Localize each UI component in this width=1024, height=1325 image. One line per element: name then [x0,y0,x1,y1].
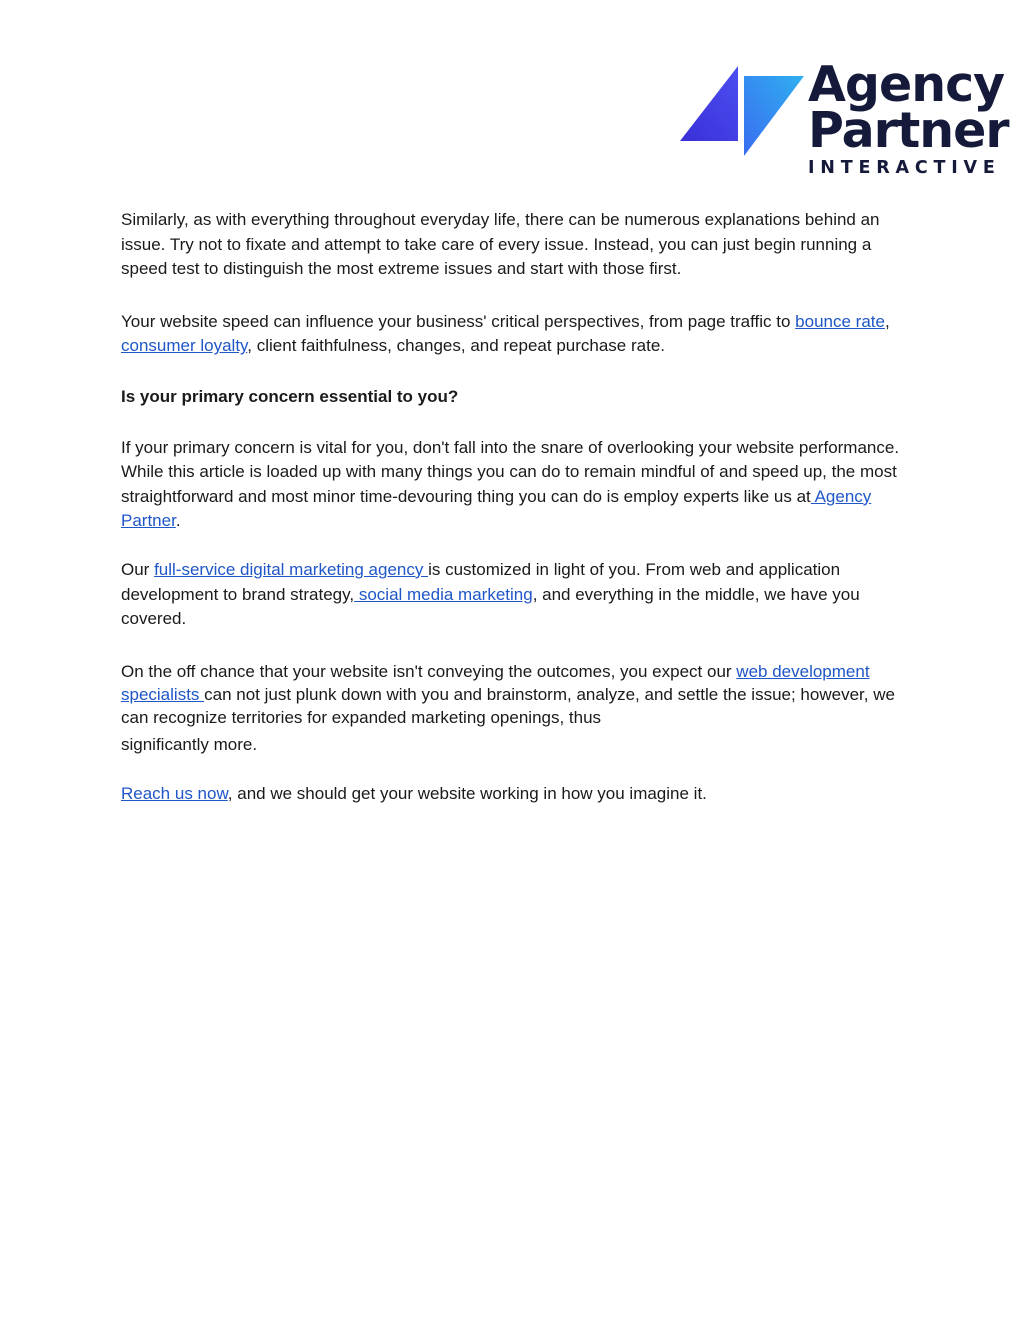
paragraph-full-service [121,558,901,632]
text-segment: , and everything in the middle, we have you covered. [121,584,860,629]
text-segment: On the off chance that your website isn't conveying the outcomes, you expect our [121,661,737,681]
paragraph-reach-us [121,782,901,807]
text-segment: significantly more. [121,734,258,754]
text-segment: Our [121,559,155,579]
consumer-loyalty-link[interactable]: consumer loyalty [121,336,248,356]
section-heading: Is your primary concern essential to you? [121,386,459,406]
text-segment: If your primary concern is vital for you, don't fall into the snare of overlooking your website performance. While this article is loaded up with many things you can do to remain mindful of and speed up, the most straightforward and most minor time-devouring thing you can do is employ experts like us at [121,437,900,506]
text-segment: . [175,511,181,531]
paragraph-speed-test: Similarly, as with everything throughout everyday life, there can be numerous explanations behind an issue. Try not to fixate and attempt to take care of every issue. Instead, you can just begin running a speed test to distinguish the most extreme issues and start with those first. [121,210,880,279]
article-body [121,208,901,806]
text-segment: Your website speed can influence your business' critical perspectives, from page traffic to [121,311,796,331]
text-segment: , and we should get your website working in how you imagine it. [227,783,707,803]
paragraph-web-development [121,660,901,756]
full-service-agency-link[interactable]: full-service digital marketing agency [154,559,429,579]
social-media-marketing-link[interactable]: social media marketing [354,584,533,604]
logo-text-interactive: INTERACTIVE [808,158,1001,178]
logo-text-agency: Agency [808,56,1005,113]
web-development-specialists-link[interactable]: web development specialists [121,661,870,704]
reach-us-now-link[interactable]: Reach us now [121,783,228,803]
text-segment: can not just plunk down with you and brainstorm, analyze, and settle the issue; however, we can recognize territories for expanded marketing openings, thus [121,684,895,727]
agency-partner-link[interactable]: Agency Partner [121,486,872,531]
paragraph-primary-concern [121,436,901,534]
logo-text-partner: Partner [808,102,1009,159]
text-segment: , client faithfulness, changes, and repeat purchase rate. [247,336,666,356]
text-segment: is customized in light of you. From web and application development to brand strategy, [121,559,841,604]
agency-partner-logo [678,56,1009,182]
text-segment: , [884,311,890,331]
bounce-rate-link[interactable]: bounce rate [795,311,885,331]
logo-triangles-icon [678,66,806,166]
paragraph-website-speed [121,310,901,359]
